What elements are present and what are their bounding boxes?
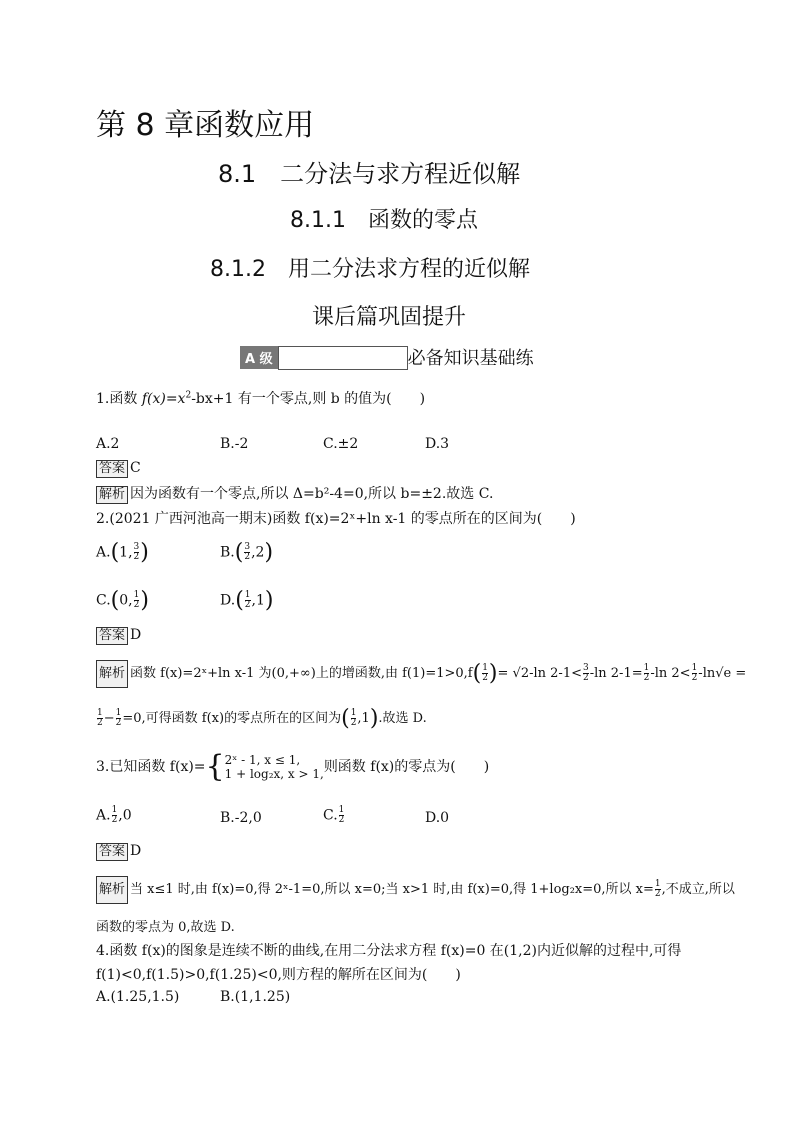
- q2-analysis-line1: 解析 函数 f(x)=2ˣ+ln x-1 为(0,+∞)上的增函数,由 f(1)=1>0,f( $\frac{1}{2}$ )= √2-ln 2-1< $\frac{3}{2}$ -ln 2-1= $\frac{1}{2}$ -ln 2< $\frac{1}{2}$ -ln√e =: [96, 660, 746, 688]
- q1-option-a: A.2: [96, 436, 120, 452]
- q3-analysis-line2: 函数的零点为 0,故选 D.: [96, 920, 235, 935]
- q3-answer: 答案 D: [96, 843, 141, 861]
- question-4-line1: 4.函数 f(x)的图象是连续不断的曲线,在用二分法求方程 f(x)=0 在(1,2)内近似解的过程中,可得: [96, 943, 682, 959]
- answer-label: 答案: [96, 627, 128, 645]
- q4-option-a: A.(1.25,1.5): [96, 989, 180, 1005]
- q3-analysis-line1: 解析 当 x≤1 时,由 f(x)=0,得 2ˣ-1=0,所以 x=0;当 x>1 时,由 f(x)=0,得 1+log₂x=0,所以 x= $\frac{1}{2}$ ,不成立,所以: [96, 876, 735, 904]
- q3-option-d: D.0: [425, 810, 450, 826]
- q2-answer: 答案 D: [96, 627, 141, 645]
- question-1: 1.函数 $f(x)=x^2-bx+1$ 有一个零点,则 b 的值为( ): [96, 390, 426, 407]
- chapter-title: 第 8 章函数应用: [96, 108, 315, 143]
- q2-option-c: C.(0, $\frac{1}{2}$ ): [96, 588, 149, 613]
- answer-label: 答案: [96, 460, 128, 478]
- level-title: 必备知识基础练: [407, 348, 534, 369]
- analysis-label: 解析: [96, 486, 128, 504]
- page-subtitle: 课后篇巩固提升: [312, 305, 467, 330]
- q2-option-b: B.( $\frac{3}{2}$ ,2): [220, 540, 274, 565]
- level-box: [278, 346, 408, 370]
- level-badge: A 级: [240, 346, 278, 369]
- section-title: 8.1 二分法与求方程近似解: [218, 160, 521, 188]
- q3-option-b: B.-2,0: [220, 810, 262, 826]
- q1-option-b: B.-2: [220, 436, 249, 452]
- q4-option-b: B.(1,1.25): [220, 989, 291, 1005]
- question-2: 2.(2021 广西河池高一期末)函数 f(x)=2ˣ+ln x-1 的零点所在的区间为( ): [96, 511, 576, 527]
- level-header: [240, 344, 534, 370]
- q1-answer: 答案 C: [96, 460, 141, 478]
- question-4-line2: f(1)<0,f(1.5)>0,f(1.25)<0,则方程的解所在区间为( ): [96, 967, 461, 983]
- answer-label: 答案: [96, 843, 128, 861]
- q1-option-d: D.3: [425, 436, 450, 452]
- subsection-title-2: 8.1.2 用二分法求方程的近似解: [210, 257, 530, 282]
- q3-option-c: C. $\frac{1}{2}$: [323, 805, 345, 825]
- subsection-title-1: 8.1.1 函数的零点: [290, 208, 478, 233]
- analysis-label: 解析: [96, 660, 128, 688]
- analysis-label: 解析: [96, 876, 128, 904]
- q1-option-c: C.±2: [323, 436, 359, 452]
- q3-option-a: A. $\frac{1}{2}$ ,0: [96, 805, 132, 825]
- q2-analysis-line2: $\frac{1}{2}$ − $\frac{1}{2}$ =0,可得函数 f(x)的零点所在的区间为( $\frac{1}{2}$ ,1).故选 D.: [97, 706, 427, 731]
- q2-option-a: A.(1, $\frac{3}{2}$ ): [96, 540, 149, 565]
- q2-option-d: D.( $\frac{1}{2}$ ,1): [220, 588, 274, 613]
- q1-analysis: 解析 因为函数有一个零点,所以 Δ=b²-4=0,所以 b=±2.故选 C.: [96, 483, 493, 504]
- question-3: 3.已知函数 f(x)={ 2ˣ - 1, x ≤ 1, 1 + log₂x, x > 1, 则函数 f(x)的零点为( ): [96, 749, 490, 784]
